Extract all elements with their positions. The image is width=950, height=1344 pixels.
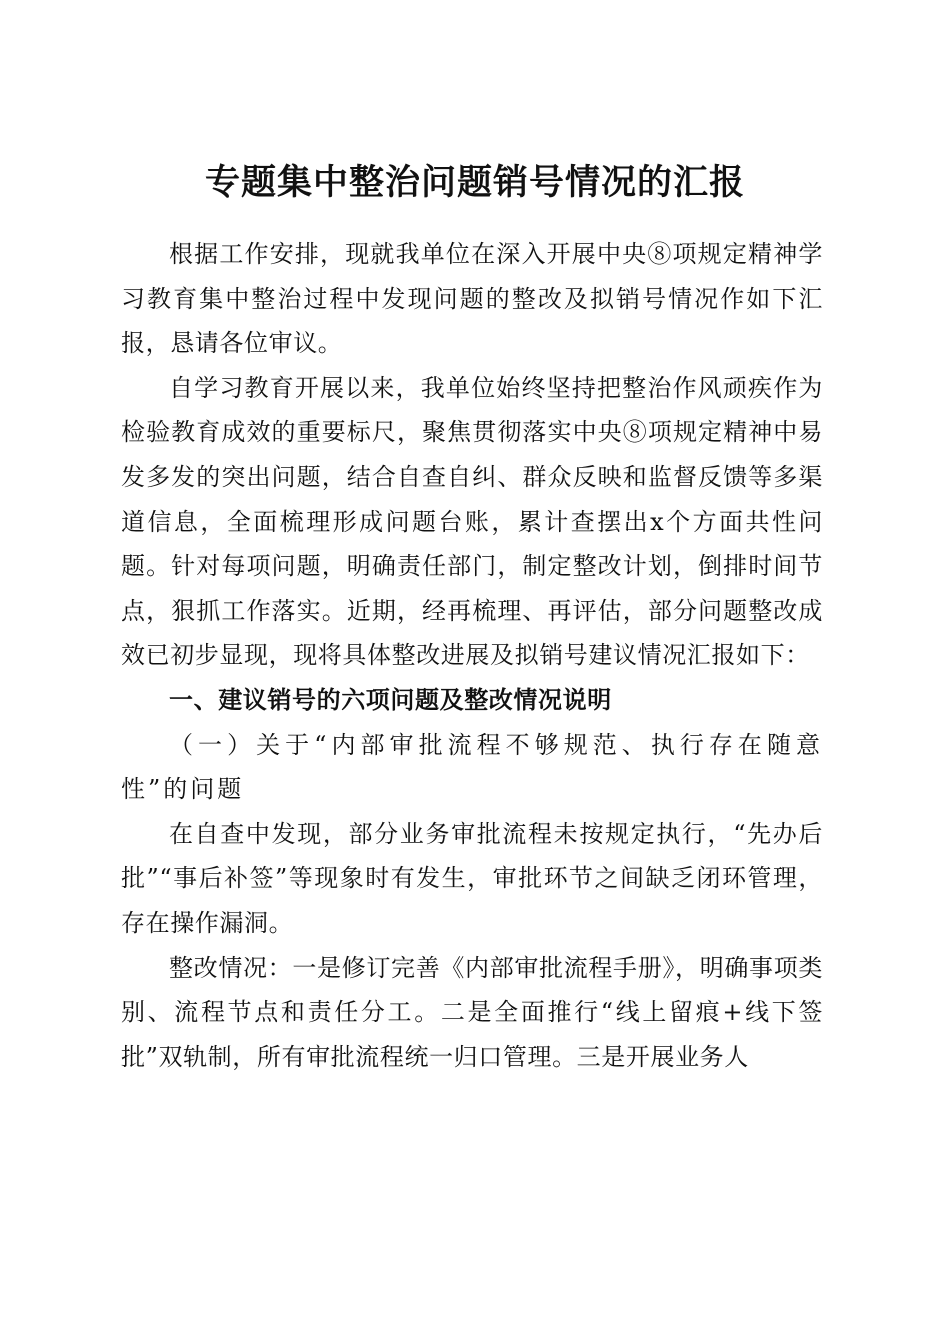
document-title: 专题集中整治问题销号情况的汇报 bbox=[204, 162, 745, 204]
subsection-heading: （一）关于“内部审批流程不够规范、执行存在随意性”的问题 bbox=[121, 730, 823, 804]
background-paragraph: 自学习教育开展以来，我单位始终坚持把整治作风顽疾作为检验教育成效的重要标尺，聚焦贯彻落实中央⑧项规定精神中易发多发的突出问题，结合自查自纠、群众反映和监督反馈等多渠道信息，全面梳理形成问题台账，累计查摆出x个方面共性问题。针对每项问题，明确责任部门，制定整改计划，倒排时间节点，狠抓工作落实。近期，经再梳理、再评估，部分问题整改成效已初步显现，现将具体整改进展及拟销号建议情况汇报如下： bbox=[121, 373, 823, 670]
problem-description-paragraph: 在自查中发现，部分业务审批流程未按规定执行，“先办后批”“事后补签”等现象时有发生，审批环节之间缺乏闭环管理，存在操作漏洞。 bbox=[121, 819, 823, 937]
section-heading: 一、建议销号的六项问题及整改情况说明 bbox=[169, 685, 612, 714]
intro-paragraph: 根据工作安排，现就我单位在深入开展中央⑧项规定精神学习教育集中整治过程中发现问题的整改及拟销号情况作如下汇报，恳请各位审议。 bbox=[121, 240, 823, 358]
document-body bbox=[121, 232, 823, 1079]
rectification-paragraph: 整改情况：一是修订完善《内部审批流程手册》，明确事项类别、流程节点和责任分工。二是全面推行“线上留痕+线下签批”双轨制，所有审批流程统一归口管理。三是开展业务人 bbox=[121, 953, 823, 1071]
